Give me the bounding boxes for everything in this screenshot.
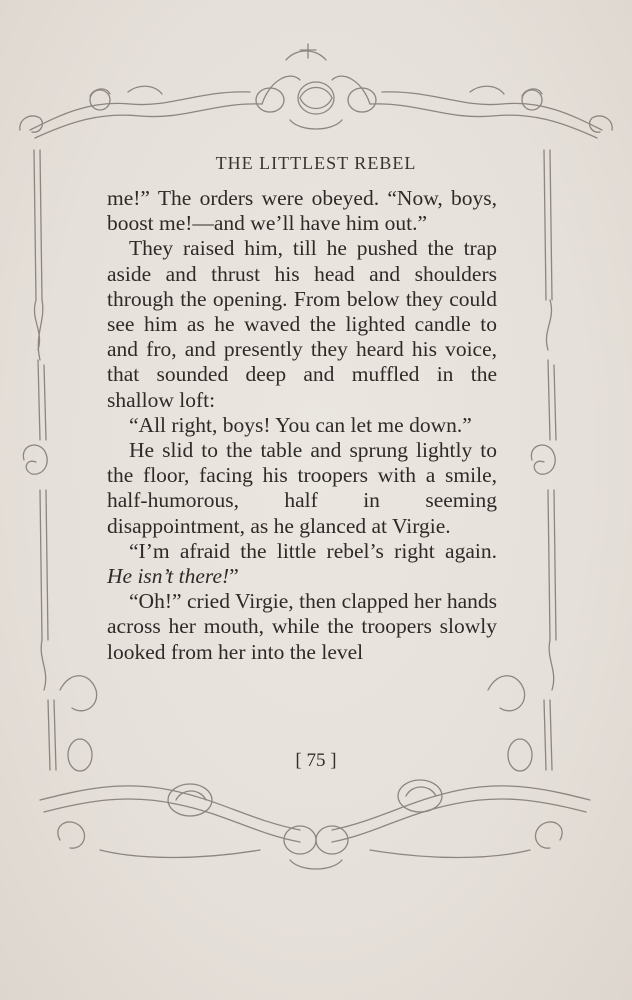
italic-text: He isn’t there!	[107, 564, 230, 589]
paragraph: “All right, boys! You can let me down.”	[129, 412, 472, 437]
closing-quote: ”	[229, 564, 239, 589]
paragraph-text: “I’m afraid the little rebel’s right again.	[129, 538, 497, 563]
paragraph: They raised him, till he pushed the trap aside and thrust his head and shoulders through the opening. From below they could see him as he waved the lighted candle to and fro, and presently they heard his voice, that sounded deep and muffled in the shallow loft:	[107, 236, 497, 412]
paragraph	[107, 539, 497, 589]
running-title: THE LITTLEST REBEL	[215, 153, 417, 173]
top-flourish	[20, 44, 612, 138]
bottom-flourish	[40, 780, 590, 869]
body-text	[107, 186, 497, 665]
paragraph: He slid to the table and sprung lightly to the floor, facing his troopers with a smile, half-humorous, half in seeming disappointment, as he glanced at Virgie.	[107, 438, 497, 538]
paragraph: “Oh!” cried Virgie, then clapped her hands across her mouth, while the troopers slowly looked from her into the level	[107, 589, 497, 664]
paragraph: me!” The orders were obeyed. “Now, boys, boost me!—and we’ll have him out.”	[107, 186, 497, 236]
right-border	[488, 150, 556, 771]
left-border	[23, 150, 96, 771]
page-number: [ 75 ]	[295, 750, 337, 771]
